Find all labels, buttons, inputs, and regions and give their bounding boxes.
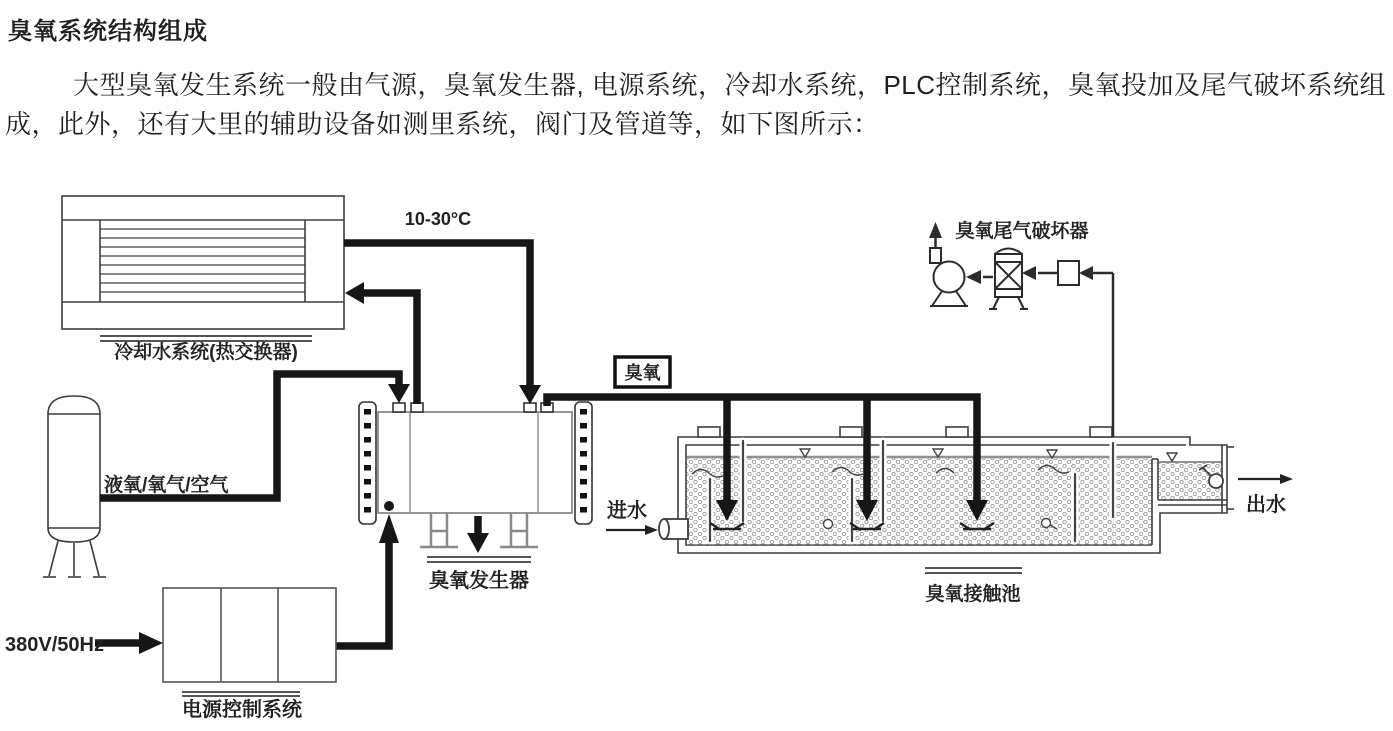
arrow-right-icon [139,632,163,654]
intro-paragraph: 大型臭氧发生系统一般由气源，臭氧发生器, 电源系统，冷却水系统，PLC控制系统，臭氧投加及尾气破坏系统组成，此外，还有大里的辅助设备如测里系统，阀门及管道等，如下图所示： [5,70,1387,139]
pool-top-fittings [698,427,1112,437]
power-input-arrow [95,632,163,654]
gas-source-label: 液氧/氧气/空气 [104,475,229,496]
heat-exchanger [62,196,344,329]
power-control-system [163,588,336,696]
cooling-water-label: 冷却水系统(热交换器) [114,342,298,363]
destructor-vessel [989,249,1028,310]
generator-top-ports [393,403,553,412]
arrow-down-icon [388,384,410,403]
generator-left-flange [359,402,376,524]
arrow-right-icon [1280,474,1293,484]
contact-pool-label-underline [925,568,1022,573]
arrow-left-icon [1022,266,1036,280]
water-outlet-arrow [1238,474,1293,484]
arrow-up-icon [379,514,399,543]
page-title: 臭氧系统结构组成 [8,18,208,45]
arrow-left-icon [1079,266,1093,280]
power-control-label: 电源控制系统 [182,699,302,721]
water-inlet-pipe [659,519,688,539]
water-inlet-arrow [606,525,658,535]
cooling-water-label-underline [100,336,312,341]
ozone-tag-label: 臭氧 [624,363,661,383]
ozone-contact-pool [659,427,1234,553]
generator-right-flange [575,402,592,524]
arrow-down-icon [519,385,541,404]
tail-gas-destructor [929,222,1113,437]
tail-gas-fitting-box [1058,261,1079,285]
ozone-tag [615,357,670,387]
arrow-left-icon [966,270,981,284]
power-control-label-underline [182,692,300,696]
arrow-left-icon [345,282,364,304]
water-inlet-label: 进水 [607,500,647,522]
arrow-up-icon [929,222,942,238]
generator-label-underline [427,557,531,562]
water-outlet-label: 出水 [1246,494,1286,516]
pipe-cooling-supply [344,243,541,404]
ozone-generator-label: 臭氧发生器 [429,570,529,592]
pool-water [687,457,1152,545]
power-input-label: 380V/50Hz [5,634,104,656]
contact-pool-label: 臭氧接触池 [925,584,1021,605]
tail-gas-destructor-label: 臭氧尾气破坏器 [955,221,1089,242]
gas-source-tank [43,396,106,577]
temperature-label: 10-30°C [404,209,472,229]
generator-drain-arrow [467,516,489,553]
arrow-right-icon [645,525,658,535]
